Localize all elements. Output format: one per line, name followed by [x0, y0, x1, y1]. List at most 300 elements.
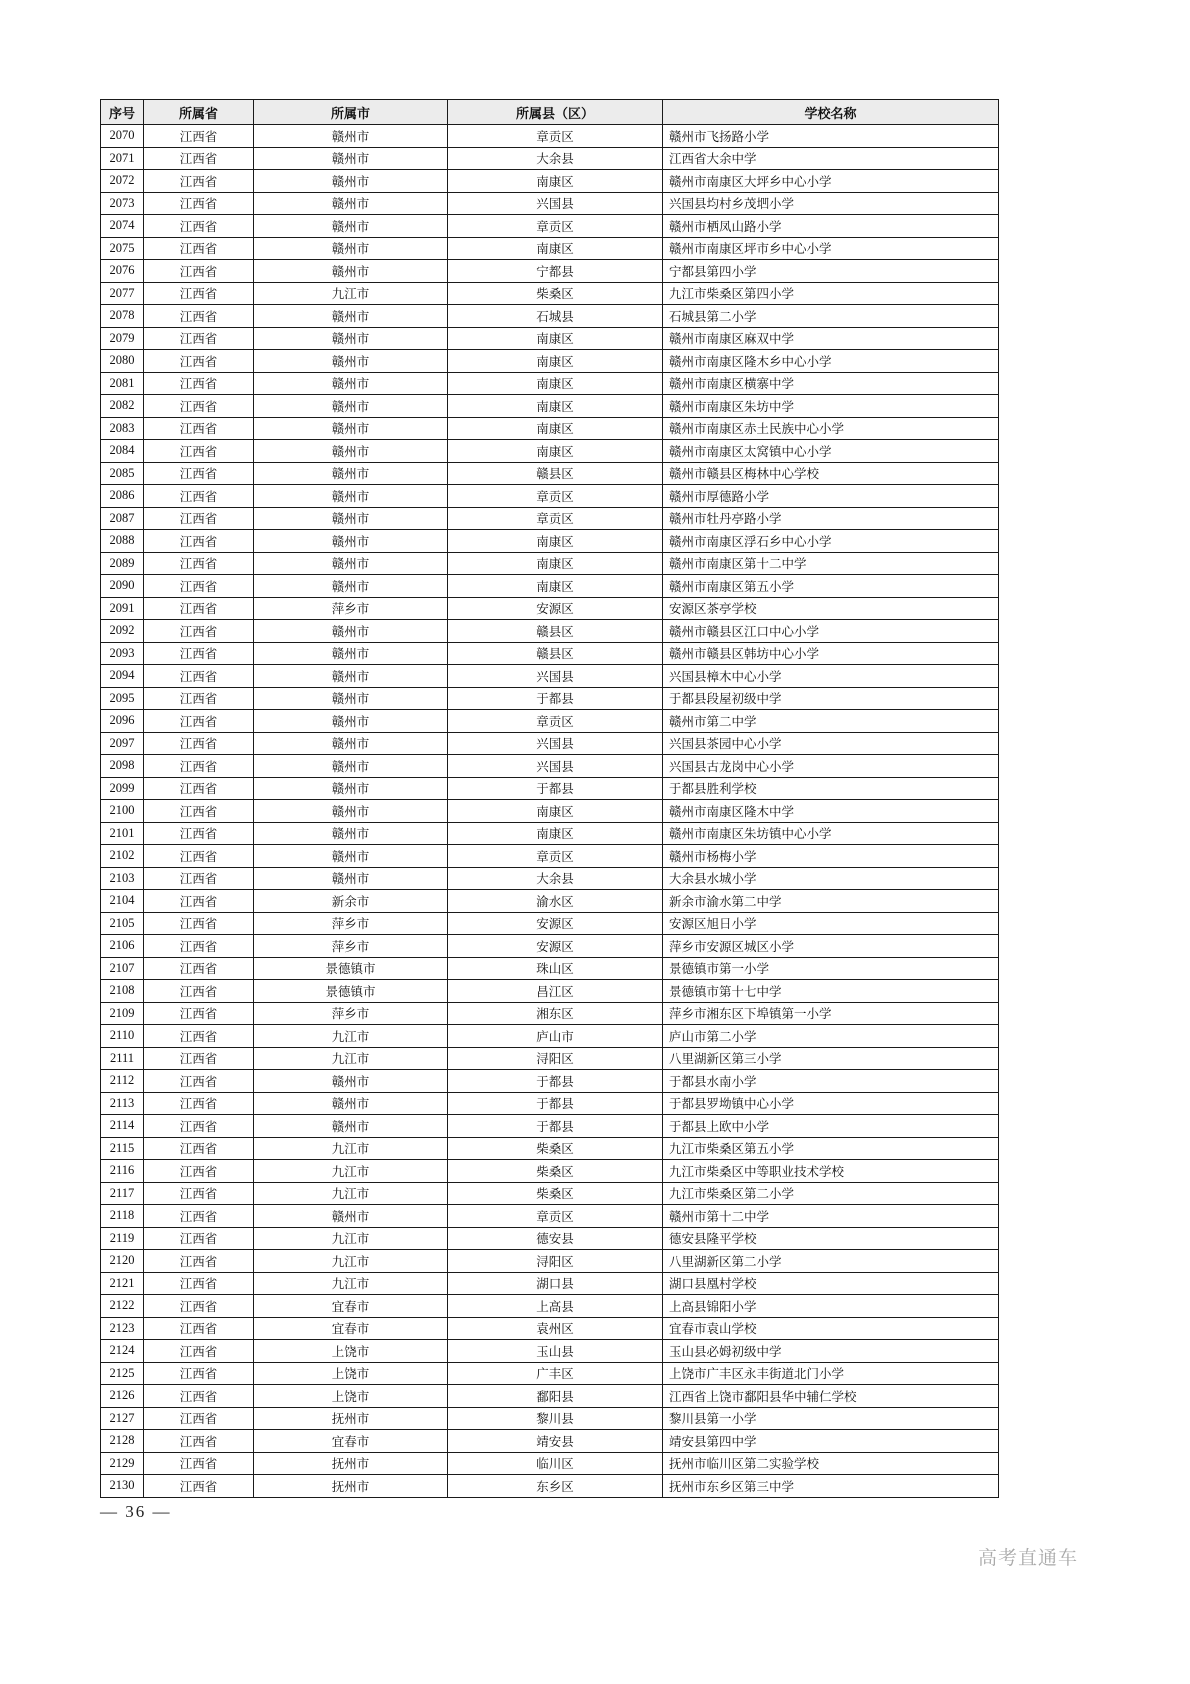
county-cell: 安源区	[448, 597, 663, 620]
page-number: — 36 —	[100, 1502, 172, 1521]
county-cell: 章贡区	[448, 125, 663, 148]
city-cell: 赣州市	[254, 620, 448, 643]
serial-cell: 2111	[101, 1047, 144, 1070]
serial-cell: 2076	[101, 260, 144, 283]
province-cell: 江西省	[144, 642, 254, 665]
table-row	[101, 732, 999, 755]
serial-cell: 2129	[101, 1452, 144, 1475]
county-cell: 上高县	[448, 1295, 663, 1318]
province-cell: 江西省	[144, 1002, 254, 1025]
city-cell: 新余市	[254, 890, 448, 913]
table-row	[101, 575, 999, 598]
county-cell: 鄱阳县	[448, 1385, 663, 1408]
serial-cell: 2107	[101, 957, 144, 980]
school-name-cell: 赣州市南康区第十二中学	[663, 552, 999, 575]
serial-cell: 2110	[101, 1025, 144, 1048]
table-row	[101, 192, 999, 215]
city-cell: 赣州市	[254, 485, 448, 508]
table-row	[101, 980, 999, 1003]
table-row	[101, 1317, 999, 1340]
city-cell: 赣州市	[254, 575, 448, 598]
province-cell: 江西省	[144, 395, 254, 418]
table-row	[101, 125, 999, 148]
school-name-cell: 赣州市厚德路小学	[663, 485, 999, 508]
city-cell: 赣州市	[254, 665, 448, 688]
province-cell: 江西省	[144, 125, 254, 148]
serial-cell: 2089	[101, 552, 144, 575]
table-row	[101, 170, 999, 193]
county-cell: 浔阳区	[448, 1250, 663, 1273]
county-cell: 广丰区	[448, 1362, 663, 1385]
county-cell: 渝水区	[448, 890, 663, 913]
province-cell: 江西省	[144, 710, 254, 733]
province-cell: 江西省	[144, 1182, 254, 1205]
table-row	[101, 417, 999, 440]
table-header	[101, 100, 999, 125]
school-name-cell: 景德镇市第一小学	[663, 957, 999, 980]
table-row	[101, 1092, 999, 1115]
serial-cell: 2126	[101, 1385, 144, 1408]
city-cell: 赣州市	[254, 372, 448, 395]
school-name-cell: 于都县水南小学	[663, 1070, 999, 1093]
table-row	[101, 1340, 999, 1363]
county-cell: 于都县	[448, 1070, 663, 1093]
county-cell: 玉山县	[448, 1340, 663, 1363]
school-name-cell: 玉山县必姆初级中学	[663, 1340, 999, 1363]
province-cell: 江西省	[144, 530, 254, 553]
serial-cell: 2112	[101, 1070, 144, 1093]
county-cell: 大余县	[448, 147, 663, 170]
table-row	[101, 597, 999, 620]
serial-cell: 2085	[101, 462, 144, 485]
school-name-cell: 赣州市南康区横寨中学	[663, 372, 999, 395]
school-name-cell: 兴国县茶园中心小学	[663, 732, 999, 755]
serial-cell: 2093	[101, 642, 144, 665]
county-cell: 兴国县	[448, 665, 663, 688]
school-name-cell: 抚州市临川区第二实验学校	[663, 1452, 999, 1475]
city-cell: 赣州市	[254, 192, 448, 215]
county-cell: 湖口县	[448, 1272, 663, 1295]
serial-cell: 2119	[101, 1227, 144, 1250]
school-name-cell: 于都县上欧中小学	[663, 1115, 999, 1138]
city-cell: 九江市	[254, 1025, 448, 1048]
school-name-cell: 八里湖新区第三小学	[663, 1047, 999, 1070]
table-row	[101, 1362, 999, 1385]
school-name-cell: 八里湖新区第二小学	[663, 1250, 999, 1273]
school-name-cell: 赣州市南康区第五小学	[663, 575, 999, 598]
serial-cell: 2104	[101, 890, 144, 913]
table-row	[101, 327, 999, 350]
serial-cell: 2097	[101, 732, 144, 755]
city-cell: 上饶市	[254, 1385, 448, 1408]
serial-cell: 2096	[101, 710, 144, 733]
school-name-cell: 湖口县凰村学校	[663, 1272, 999, 1295]
table-row	[101, 777, 999, 800]
city-cell: 赣州市	[254, 845, 448, 868]
table-row	[101, 552, 999, 575]
column-header: 所属市	[254, 100, 448, 125]
table-row	[101, 1205, 999, 1228]
city-cell: 赣州市	[254, 327, 448, 350]
province-cell: 江西省	[144, 305, 254, 328]
province-cell: 江西省	[144, 147, 254, 170]
province-cell: 江西省	[144, 1430, 254, 1453]
table-row	[101, 890, 999, 913]
table-row	[101, 822, 999, 845]
province-cell: 江西省	[144, 1160, 254, 1183]
city-cell: 萍乡市	[254, 912, 448, 935]
county-cell: 南康区	[448, 800, 663, 823]
city-cell: 赣州市	[254, 1070, 448, 1093]
county-cell: 章贡区	[448, 485, 663, 508]
city-cell: 赣州市	[254, 417, 448, 440]
serial-cell: 2115	[101, 1137, 144, 1160]
province-cell: 江西省	[144, 192, 254, 215]
province-cell: 江西省	[144, 1070, 254, 1093]
school-name-cell: 赣州市南康区隆木中学	[663, 800, 999, 823]
school-name-cell: 赣州市牡丹亭路小学	[663, 507, 999, 530]
county-cell: 东乡区	[448, 1475, 663, 1498]
city-cell: 九江市	[254, 1160, 448, 1183]
province-cell: 江西省	[144, 1475, 254, 1498]
province-cell: 江西省	[144, 1205, 254, 1228]
city-cell: 宜春市	[254, 1317, 448, 1340]
province-cell: 江西省	[144, 1340, 254, 1363]
province-cell: 江西省	[144, 665, 254, 688]
serial-cell: 2073	[101, 192, 144, 215]
header-row	[101, 100, 999, 125]
school-name-cell: 兴国县均村乡茂垇小学	[663, 192, 999, 215]
county-cell: 兴国县	[448, 732, 663, 755]
table-row	[101, 507, 999, 530]
county-cell: 珠山区	[448, 957, 663, 980]
province-cell: 江西省	[144, 597, 254, 620]
serial-cell: 2078	[101, 305, 144, 328]
province-cell: 江西省	[144, 1137, 254, 1160]
school-name-cell: 九江市柴桑区第二小学	[663, 1182, 999, 1205]
county-cell: 章贡区	[448, 1205, 663, 1228]
county-cell: 大余县	[448, 867, 663, 890]
school-name-cell: 赣州市飞扬路小学	[663, 125, 999, 148]
city-cell: 赣州市	[254, 507, 448, 530]
province-cell: 江西省	[144, 1025, 254, 1048]
county-cell: 德安县	[448, 1227, 663, 1250]
serial-cell: 2113	[101, 1092, 144, 1115]
county-cell: 于都县	[448, 777, 663, 800]
school-name-cell: 九江市柴桑区中等职业技术学校	[663, 1160, 999, 1183]
table-row	[101, 1407, 999, 1430]
serial-cell: 2077	[101, 282, 144, 305]
city-cell: 萍乡市	[254, 597, 448, 620]
table-row	[101, 1250, 999, 1273]
province-cell: 江西省	[144, 485, 254, 508]
province-cell: 江西省	[144, 237, 254, 260]
city-cell: 上饶市	[254, 1362, 448, 1385]
table-row	[101, 1227, 999, 1250]
city-cell: 九江市	[254, 1250, 448, 1273]
serial-cell: 2074	[101, 215, 144, 238]
province-cell: 江西省	[144, 687, 254, 710]
province-cell: 江西省	[144, 935, 254, 958]
county-cell: 南康区	[448, 440, 663, 463]
table-row	[101, 800, 999, 823]
county-cell: 章贡区	[448, 710, 663, 733]
county-cell: 昌江区	[448, 980, 663, 1003]
school-name-cell: 上高县锦阳小学	[663, 1295, 999, 1318]
school-name-cell: 赣州市南康区朱坊镇中心小学	[663, 822, 999, 845]
province-cell: 江西省	[144, 1092, 254, 1115]
province-cell: 江西省	[144, 350, 254, 373]
serial-cell: 2087	[101, 507, 144, 530]
table-row	[101, 372, 999, 395]
serial-cell: 2125	[101, 1362, 144, 1385]
serial-cell: 2120	[101, 1250, 144, 1273]
county-cell: 南康区	[448, 372, 663, 395]
school-name-cell: 靖安县第四中学	[663, 1430, 999, 1453]
city-cell: 上饶市	[254, 1340, 448, 1363]
table-row	[101, 305, 999, 328]
province-cell: 江西省	[144, 957, 254, 980]
city-cell: 赣州市	[254, 755, 448, 778]
serial-cell: 2072	[101, 170, 144, 193]
province-cell: 江西省	[144, 912, 254, 935]
serial-cell: 2105	[101, 912, 144, 935]
school-name-cell: 德安县隆平学校	[663, 1227, 999, 1250]
serial-cell: 2127	[101, 1407, 144, 1430]
county-cell: 章贡区	[448, 215, 663, 238]
serial-cell: 2118	[101, 1205, 144, 1228]
serial-cell: 2102	[101, 845, 144, 868]
province-cell: 江西省	[144, 1295, 254, 1318]
province-cell: 江西省	[144, 1385, 254, 1408]
province-cell: 江西省	[144, 260, 254, 283]
table-row	[101, 912, 999, 935]
school-name-cell: 赣州市第二中学	[663, 710, 999, 733]
serial-cell: 2109	[101, 1002, 144, 1025]
city-cell: 九江市	[254, 282, 448, 305]
table-row	[101, 237, 999, 260]
county-cell: 南康区	[448, 530, 663, 553]
table-row	[101, 957, 999, 980]
table-row	[101, 665, 999, 688]
serial-cell: 2071	[101, 147, 144, 170]
school-list-table	[100, 99, 999, 1498]
province-cell: 江西省	[144, 822, 254, 845]
province-cell: 江西省	[144, 507, 254, 530]
city-cell: 赣州市	[254, 462, 448, 485]
table-row	[101, 1047, 999, 1070]
county-cell: 南康区	[448, 395, 663, 418]
school-name-cell: 于都县胜利学校	[663, 777, 999, 800]
province-cell: 江西省	[144, 1250, 254, 1273]
school-name-cell: 石城县第二小学	[663, 305, 999, 328]
serial-cell: 2099	[101, 777, 144, 800]
city-cell: 九江市	[254, 1137, 448, 1160]
city-cell: 赣州市	[254, 1115, 448, 1138]
county-cell: 章贡区	[448, 507, 663, 530]
county-cell: 靖安县	[448, 1430, 663, 1453]
county-cell: 赣县区	[448, 620, 663, 643]
city-cell: 萍乡市	[254, 935, 448, 958]
county-cell: 临川区	[448, 1452, 663, 1475]
county-cell: 南康区	[448, 417, 663, 440]
serial-cell: 2080	[101, 350, 144, 373]
serial-cell: 2070	[101, 125, 144, 148]
table-row	[101, 485, 999, 508]
table-body	[101, 125, 999, 1498]
city-cell: 赣州市	[254, 395, 448, 418]
serial-cell: 2075	[101, 237, 144, 260]
city-cell: 赣州市	[254, 215, 448, 238]
city-cell: 赣州市	[254, 732, 448, 755]
serial-cell: 2117	[101, 1182, 144, 1205]
school-name-cell: 赣州市栖凤山路小学	[663, 215, 999, 238]
table-row	[101, 845, 999, 868]
province-cell: 江西省	[144, 462, 254, 485]
city-cell: 抚州市	[254, 1452, 448, 1475]
city-cell: 赣州市	[254, 305, 448, 328]
school-name-cell: 萍乡市湘东区下埠镇第一小学	[663, 1002, 999, 1025]
table-row	[101, 1475, 999, 1498]
city-cell: 赣州市	[254, 440, 448, 463]
province-cell: 江西省	[144, 980, 254, 1003]
county-cell: 赣县区	[448, 462, 663, 485]
province-cell: 江西省	[144, 417, 254, 440]
province-cell: 江西省	[144, 755, 254, 778]
serial-cell: 2090	[101, 575, 144, 598]
city-cell: 赣州市	[254, 170, 448, 193]
city-cell: 九江市	[254, 1227, 448, 1250]
column-header: 学校名称	[663, 100, 999, 125]
city-cell: 景德镇市	[254, 980, 448, 1003]
city-cell: 九江市	[254, 1272, 448, 1295]
province-cell: 江西省	[144, 282, 254, 305]
serial-cell: 2092	[101, 620, 144, 643]
school-name-cell: 于都县段屋初级中学	[663, 687, 999, 710]
table-row	[101, 1385, 999, 1408]
province-cell: 江西省	[144, 867, 254, 890]
county-cell: 石城县	[448, 305, 663, 328]
county-cell: 南康区	[448, 170, 663, 193]
province-cell: 江西省	[144, 372, 254, 395]
serial-cell: 2108	[101, 980, 144, 1003]
school-name-cell: 赣州市赣县区韩坊中心小学	[663, 642, 999, 665]
school-name-cell: 赣州市南康区坪市乡中心小学	[663, 237, 999, 260]
province-cell: 江西省	[144, 890, 254, 913]
city-cell: 九江市	[254, 1047, 448, 1070]
serial-cell: 2121	[101, 1272, 144, 1295]
school-name-cell: 赣州市南康区太窝镇中心小学	[663, 440, 999, 463]
city-cell: 赣州市	[254, 552, 448, 575]
province-cell: 江西省	[144, 1362, 254, 1385]
province-cell: 江西省	[144, 732, 254, 755]
city-cell: 赣州市	[254, 350, 448, 373]
serial-cell: 2098	[101, 755, 144, 778]
watermark-text: 高考直通车	[978, 1548, 1079, 1569]
table-row	[101, 1182, 999, 1205]
serial-cell: 2088	[101, 530, 144, 553]
county-cell: 兴国县	[448, 755, 663, 778]
school-name-cell: 庐山市第二小学	[663, 1025, 999, 1048]
column-header: 序号	[101, 100, 144, 125]
county-cell: 浔阳区	[448, 1047, 663, 1070]
school-name-cell: 安源区茶亭学校	[663, 597, 999, 620]
school-name-cell: 赣州市南康区赤土民族中心小学	[663, 417, 999, 440]
serial-cell: 2094	[101, 665, 144, 688]
school-name-cell: 赣州市第十二中学	[663, 1205, 999, 1228]
city-cell: 赣州市	[254, 1205, 448, 1228]
table-row	[101, 1025, 999, 1048]
serial-cell: 2081	[101, 372, 144, 395]
city-cell: 景德镇市	[254, 957, 448, 980]
table-row	[101, 147, 999, 170]
province-cell: 江西省	[144, 575, 254, 598]
province-cell: 江西省	[144, 170, 254, 193]
school-name-cell: 新余市渝水第二中学	[663, 890, 999, 913]
city-cell: 宜春市	[254, 1295, 448, 1318]
county-cell: 柴桑区	[448, 1160, 663, 1183]
table-row	[101, 1295, 999, 1318]
province-cell: 江西省	[144, 440, 254, 463]
province-cell: 江西省	[144, 327, 254, 350]
table-row	[101, 350, 999, 373]
table-row	[101, 935, 999, 958]
school-name-cell: 九江市柴桑区第五小学	[663, 1137, 999, 1160]
city-cell: 赣州市	[254, 237, 448, 260]
table-row	[101, 642, 999, 665]
county-cell: 安源区	[448, 935, 663, 958]
county-cell: 于都县	[448, 687, 663, 710]
column-header: 所属县（区）	[448, 100, 663, 125]
province-cell: 江西省	[144, 800, 254, 823]
serial-cell: 2130	[101, 1475, 144, 1498]
city-cell: 赣州市	[254, 777, 448, 800]
province-cell: 江西省	[144, 1227, 254, 1250]
province-cell: 江西省	[144, 1452, 254, 1475]
school-name-cell: 黎川县第一小学	[663, 1407, 999, 1430]
county-cell: 袁州区	[448, 1317, 663, 1340]
school-name-cell: 江西省上饶市鄱阳县华中辅仁学校	[663, 1385, 999, 1408]
school-name-cell: 赣州市赣县区梅林中心学校	[663, 462, 999, 485]
province-cell: 江西省	[144, 620, 254, 643]
county-cell: 安源区	[448, 912, 663, 935]
serial-cell: 2106	[101, 935, 144, 958]
province-cell: 江西省	[144, 1115, 254, 1138]
table-row	[101, 755, 999, 778]
table-row	[101, 1430, 999, 1453]
school-name-cell: 宜春市袁山学校	[663, 1317, 999, 1340]
province-cell: 江西省	[144, 777, 254, 800]
province-cell: 江西省	[144, 845, 254, 868]
county-cell: 庐山市	[448, 1025, 663, 1048]
school-name-cell: 江西省大余中学	[663, 147, 999, 170]
table-row	[101, 1137, 999, 1160]
table-row	[101, 687, 999, 710]
county-cell: 南康区	[448, 327, 663, 350]
province-cell: 江西省	[144, 215, 254, 238]
school-name-cell: 赣州市南康区麻双中学	[663, 327, 999, 350]
county-cell: 南康区	[448, 552, 663, 575]
city-cell: 宜春市	[254, 1430, 448, 1453]
column-header: 所属省	[144, 100, 254, 125]
school-name-cell: 赣州市南康区浮石乡中心小学	[663, 530, 999, 553]
table-row	[101, 620, 999, 643]
table-row	[101, 1452, 999, 1475]
table-row	[101, 867, 999, 890]
county-cell: 柴桑区	[448, 282, 663, 305]
city-cell: 赣州市	[254, 1092, 448, 1115]
school-name-cell: 宁都县第四小学	[663, 260, 999, 283]
